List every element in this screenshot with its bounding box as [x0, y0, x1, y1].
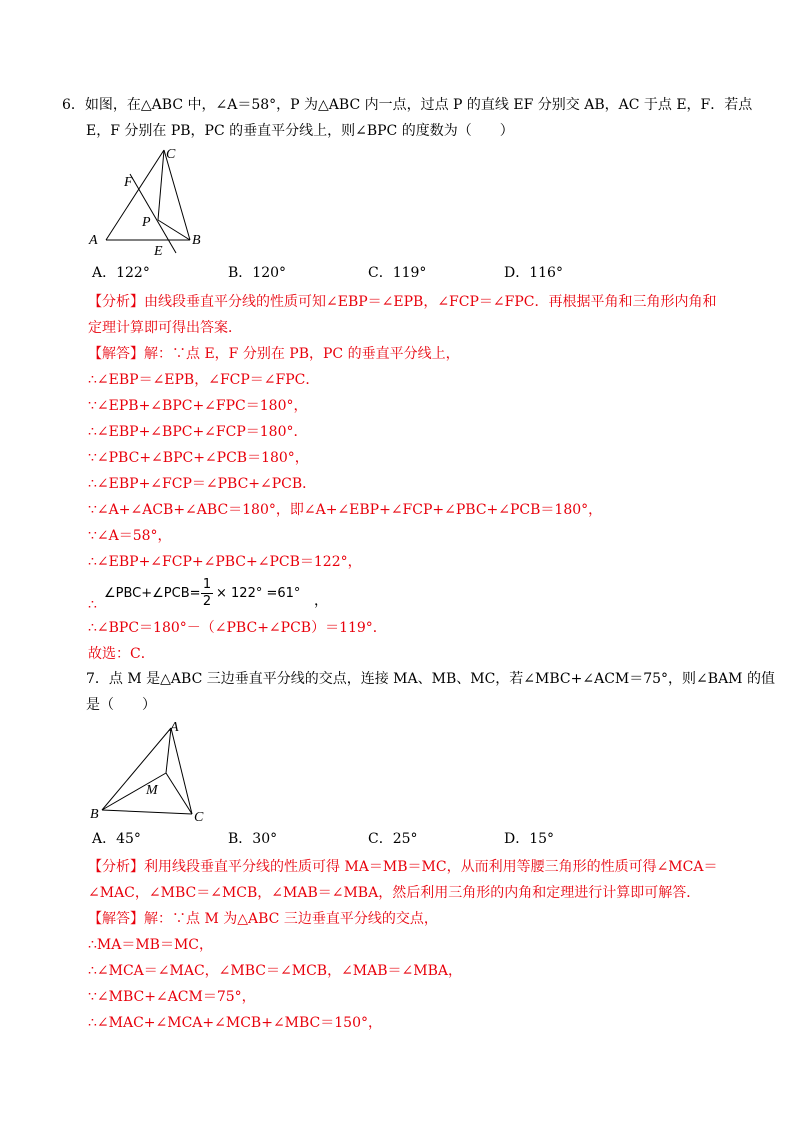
- q6-label-F: F: [124, 175, 133, 190]
- q6-solution-step: ∵∠A+∠ACB+∠ABC＝180°，即∠A+∠EBP+∠FCP+∠PBC+∠PCB＝180°，: [88, 502, 603, 518]
- q7-analysis-line2: ∠MAC，∠MBC＝∠MCB，∠MAB＝∠MBA，然后利用三角形的内角和定理进行计算即可解答．: [88, 885, 701, 901]
- q6-formula-therefore: ∴: [88, 597, 97, 613]
- q6-solution-step: ∴∠EBP+∠FCP＝∠PBC+∠PCB．: [88, 476, 317, 492]
- q7-solution-step: 【解答】解：∵点 M 为△ABC 三边垂直平分线的交点，: [88, 911, 438, 927]
- q7-solution-step: ∵∠MBC+∠ACM＝75°，: [88, 989, 256, 1005]
- q6-analysis-line1: 【分析】由线段垂直平分线的性质可知∠EBP＝∠EPB，∠FCP＝∠FPC．再根据平角和三角形内角和: [88, 294, 717, 310]
- q6-choice: 故选：C．: [88, 646, 155, 662]
- formula-denominator: 2: [202, 594, 212, 609]
- formula-numerator: 1: [202, 577, 212, 592]
- q6-solution-step: ∴∠EBP＝∠EPB，∠FCP＝∠FPC．: [88, 372, 320, 388]
- q6-label-P: P: [142, 215, 151, 230]
- q7-triangle-figure: [80, 714, 220, 826]
- q6-label-A: A: [89, 233, 98, 248]
- q7-stem-line2: 是（ ）: [86, 697, 156, 713]
- q7-solution-step: ∴MA＝MB＝MC，: [88, 937, 214, 953]
- q6-solution-step: ∵∠PBC+∠BPC+∠PCB＝180°，: [88, 450, 309, 466]
- q7-stem-line1: 7．点 M 是△ABC 三边垂直平分线的交点，连接 MA、MB、MC，若∠MBC+∠ACM＝75°，则∠BAM 的值: [86, 671, 775, 687]
- q7-label-B: B: [90, 807, 99, 822]
- q6-solution-step: 【解答】解：∵点 E，F 分别在 PB，PC 的垂直平分线上，: [88, 346, 460, 362]
- q6-option-a[interactable]: A．122°: [92, 265, 150, 281]
- formula-rhs: × 122° =61°: [216, 586, 301, 601]
- formula-lhs: ∠PBC+∠PCB=: [104, 586, 201, 601]
- q6-formula-tail: ，: [314, 593, 328, 609]
- q6-conclusion: ∴∠BPC＝180°－（∠PBC+∠PCB）＝119°．: [88, 620, 387, 636]
- q7-option-a[interactable]: A．45°: [92, 831, 141, 847]
- q7-option-d[interactable]: D．15°: [504, 831, 555, 847]
- q7-label-M: M: [146, 783, 158, 798]
- q6-stem-line1: 6．如图，在△ABC 中，∠A＝58°，P 为△ABC 内一点，过点 P 的直线 EF 分别交 AB，AC 于点 E，F．若点: [62, 97, 753, 113]
- q7-option-c[interactable]: C．25°: [368, 831, 418, 847]
- q7-label-C: C: [194, 810, 204, 825]
- q6-label-C: C: [166, 147, 176, 162]
- q7-solution-step: ∴∠MCA＝∠MAC，∠MBC＝∠MCB，∠MAB＝∠MBA，: [88, 963, 463, 979]
- q6-option-c[interactable]: C．119°: [368, 265, 427, 281]
- q7-label-A: A: [170, 720, 179, 735]
- q6-analysis-line2: 定理计算即可得出答案．: [88, 320, 242, 336]
- q6-label-E: E: [154, 244, 163, 259]
- q6-solution-step: ∵∠A＝58°，: [88, 528, 172, 544]
- q7-solution-step: ∴∠MAC+∠MCA+∠MCB+∠MBC＝150°，: [88, 1015, 382, 1031]
- q6-stem-line2: E，F 分别在 PB，PC 的垂直平分线上，则∠BPC 的度数为（ ）: [86, 123, 514, 139]
- q6-option-b[interactable]: B．120°: [228, 265, 287, 281]
- q6-label-B: B: [192, 233, 201, 248]
- q6-solution-step: ∴∠EBP+∠BPC+∠FCP＝180°．: [88, 424, 308, 440]
- q6-solution-step: ∴∠EBP+∠FCP+∠PBC+∠PCB＝122°，: [88, 554, 362, 570]
- q6-option-d[interactable]: D．116°: [504, 265, 563, 281]
- q6-triangle-figure: [80, 140, 220, 260]
- q7-option-b[interactable]: B．30°: [228, 831, 278, 847]
- q7-analysis-line1: 【分析】利用线段垂直平分线的性质可得 MA＝MB＝MC，从而利用等腰三角形的性质可得∠MCA＝: [88, 859, 718, 875]
- q6-solution-step: ∵∠EPB+∠BPC+∠FPC＝180°，: [88, 398, 308, 414]
